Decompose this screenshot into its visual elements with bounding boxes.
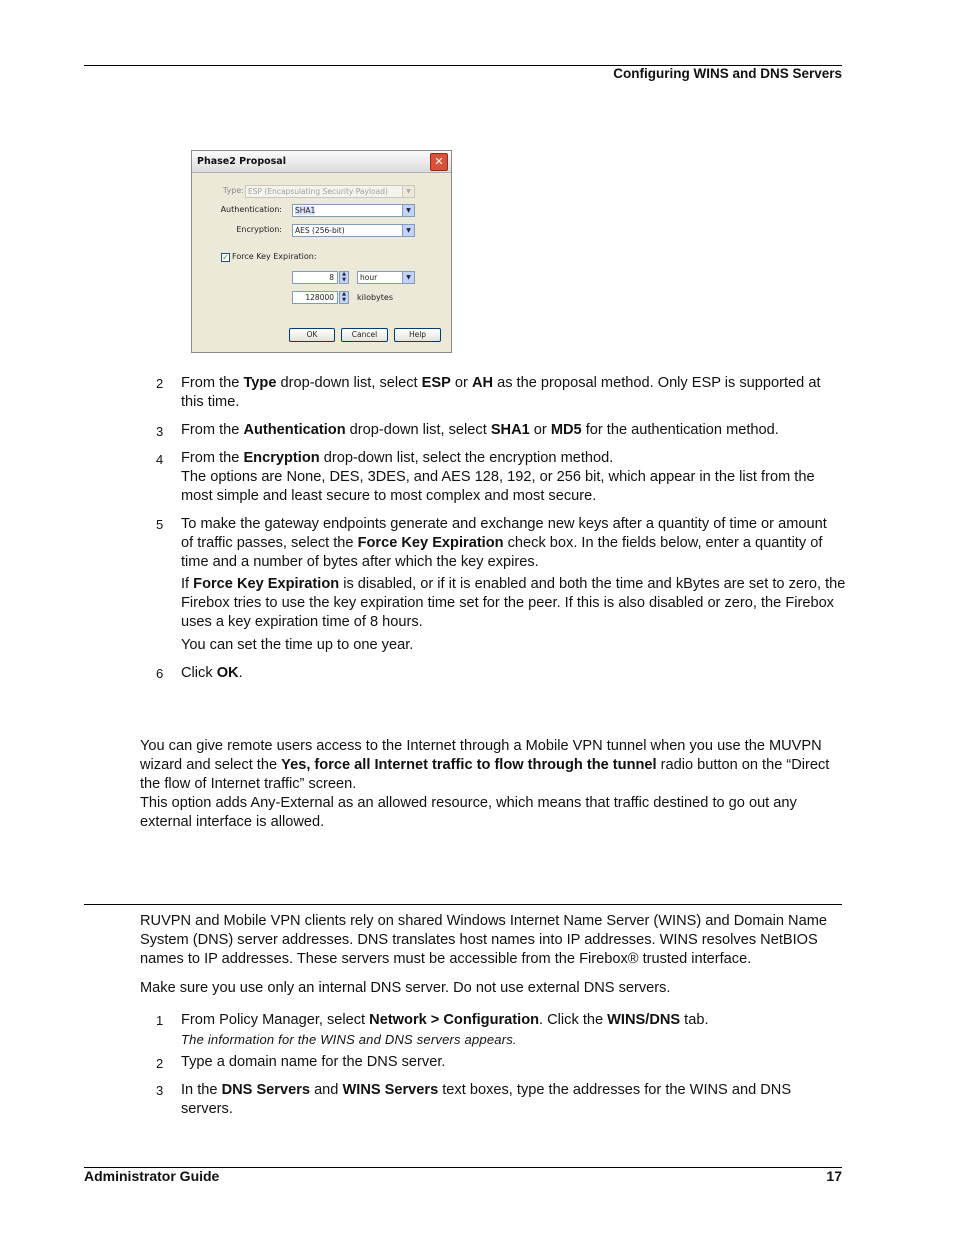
wins-note-paragraph: Make sure you use only an internal DNS server. Do not use external DNS servers. — [140, 980, 671, 996]
close-icon[interactable]: ✕ — [430, 153, 448, 171]
ok-button[interactable]: OK — [289, 328, 335, 342]
authentication-label: Authentication: — [220, 205, 282, 214]
step-text: To make the gateway endpoints generate and exchange new keys after a quantity of time or amount of traffic passes, select the Force Key Expiration check box. In the fields below, enter a quantity of time and a number of bytes after which the key expires. — [181, 516, 827, 570]
page-header-title: Configuring WINS and DNS Servers — [613, 66, 842, 81]
type-select[interactable] — [245, 185, 415, 198]
dialog-title: Phase2 Proposal — [197, 156, 286, 167]
step-number: 4 — [156, 452, 164, 467]
time-spinner[interactable]: ▲ ▼ — [339, 271, 349, 284]
step-text-continued: If Force Key Expiration is disabled, or if it is enabled and both the time and kBytes are set to zero, the Firebox tries to use the key expiration time set for the peer. If this is also disabled or zero, the Firebox uses a key expiration time of 8 hours. — [181, 576, 846, 630]
step-text: From the Encryption drop-down list, select the encryption method. The options are None, DES, 3DES, and AES 128, 192, or 256 bit, which appear in the list from the most simple and least secure to most complex and most secure. — [181, 450, 815, 504]
time-unit-value: hour — [360, 273, 378, 282]
step-number: 3 — [156, 1083, 164, 1098]
force-key-expiration-label: Force Key Expiration: — [232, 252, 317, 261]
bytes-input-value: 128000 — [305, 293, 334, 302]
footer-title: Administrator Guide — [84, 1168, 220, 1184]
encryption-select-value: AES (256-bit) — [295, 226, 345, 235]
step-number: 6 — [156, 666, 164, 681]
wins-intro-paragraph: RUVPN and Mobile VPN clients rely on shared Windows Internet Name Server (WINS) and Domain Name System (DNS) server addresses. DNS translates host names into IP addresses. WINS resolves NetBIOS names to IP addresses. These servers must be accessible from the Firebox® trusted interface. — [140, 913, 827, 967]
step-number: 5 — [156, 517, 164, 532]
dialog-titlebar — [192, 151, 451, 173]
step-text: In the DNS Servers and WINS Servers text boxes, type the addresses for the WINS and DNS servers. — [181, 1082, 792, 1117]
page-number: 17 — [826, 1168, 842, 1184]
section-rule — [84, 904, 842, 905]
step-result-note: The information for the WINS and DNS servers appears. — [181, 1032, 517, 1047]
type-label: Type: — [222, 186, 244, 195]
step-text-continued: You can set the time up to one year. — [181, 637, 414, 653]
step-text: From the Type drop-down list, select ESP or AH as the proposal method. Only ESP is supported at this time. — [181, 375, 821, 410]
step-number: 1 — [156, 1013, 164, 1028]
help-button[interactable]: Help — [394, 328, 441, 342]
authentication-select[interactable] — [292, 204, 415, 217]
force-key-expiration-checkbox[interactable]: ✓ — [222, 253, 229, 262]
encryption-label: Encryption: — [236, 225, 282, 234]
phase2-proposal-dialog — [191, 150, 452, 353]
time-input[interactable] — [292, 271, 338, 284]
chevron-down-icon: ▼ — [402, 225, 414, 236]
muvpn-paragraph: You can give remote users access to the Internet through a Mobile VPN tunnel when you use the MUVPN wizard and select the Yes, force all Internet traffic to flow through the tunnel radio button on the “Direct the flow of Internet traffic” screen. This option adds Any-External as an allowed resource, which means that traffic destined to go out any external interface is allowed. — [140, 738, 830, 830]
time-input-value: 8 — [329, 273, 334, 282]
step-number: 3 — [156, 424, 164, 439]
encryption-select[interactable] — [292, 224, 415, 237]
step-number: 2 — [156, 376, 164, 391]
step-text: Click OK. — [181, 665, 243, 681]
cancel-button[interactable]: Cancel — [341, 328, 388, 342]
bytes-input[interactable] — [292, 291, 338, 304]
step-text: From Policy Manager, select Network > Configuration. Click the WINS/DNS tab. The information for the WINS and DNS servers appears. — [181, 1012, 709, 1047]
chevron-down-icon: ▼ — [402, 205, 414, 216]
step-text: Type a domain name for the DNS server. — [181, 1054, 446, 1070]
chevron-down-icon: ▼ — [402, 272, 414, 283]
step-text: From the Authentication drop-down list, select SHA1 or MD5 for the authentication method. — [181, 422, 779, 438]
step-number: 2 — [156, 1056, 164, 1071]
chevron-down-icon: ▼ — [402, 186, 414, 197]
bytes-unit-label: kilobytes — [357, 293, 394, 302]
type-select-value: ESP (Encapsulating Security Payload) — [248, 187, 388, 196]
bytes-spinner[interactable]: ▲ ▼ — [339, 291, 349, 304]
authentication-select-value: SHA1 — [295, 206, 316, 215]
time-unit-select[interactable] — [357, 271, 415, 284]
